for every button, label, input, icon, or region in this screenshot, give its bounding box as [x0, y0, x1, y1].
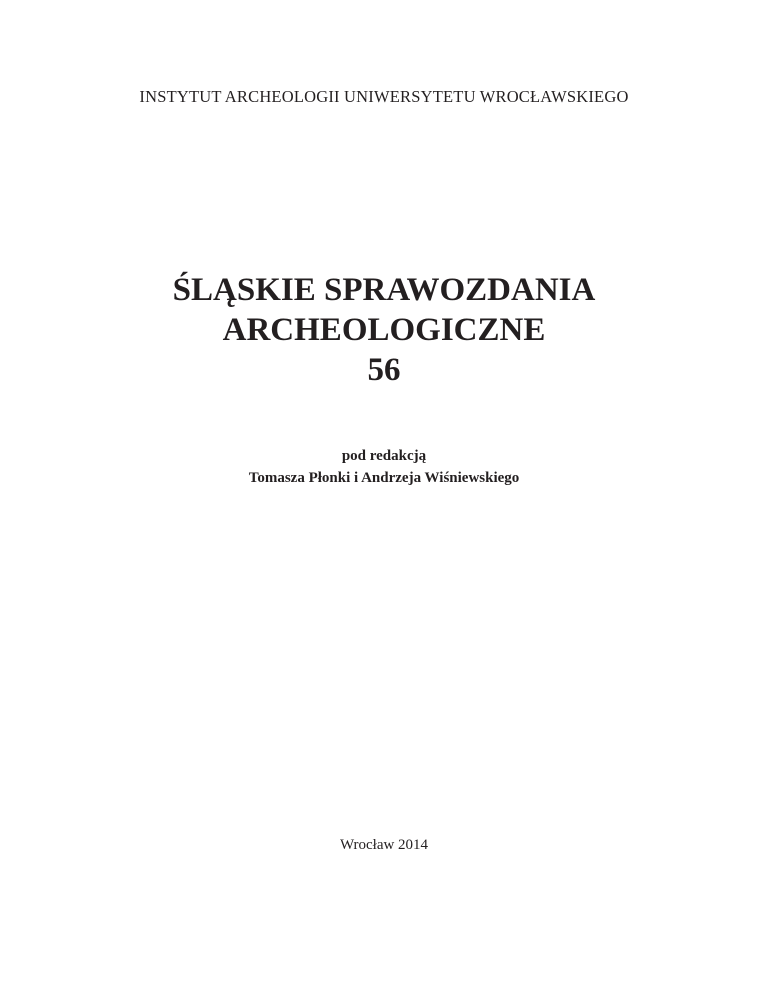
volume-number: 56 [367, 352, 401, 388]
publication-title [0, 270, 768, 390]
editors-names: Tomasza Płonki i Andrzeja Wiśniewskiego [248, 470, 520, 486]
place-and-year: Wrocław 2014 [339, 837, 429, 853]
title-line-2: ARCHEOLOGICZNE [222, 312, 546, 348]
title-line-1: ŚLĄSKIE SPRAWOZDANIA [172, 272, 596, 308]
institute-name: INSTYTUT ARCHEOLOGII UNIWERSYTETU WROCŁAWSKIEGO [139, 87, 629, 106]
editors-block [0, 445, 768, 489]
editors-intro: pod redakcją [341, 448, 427, 464]
